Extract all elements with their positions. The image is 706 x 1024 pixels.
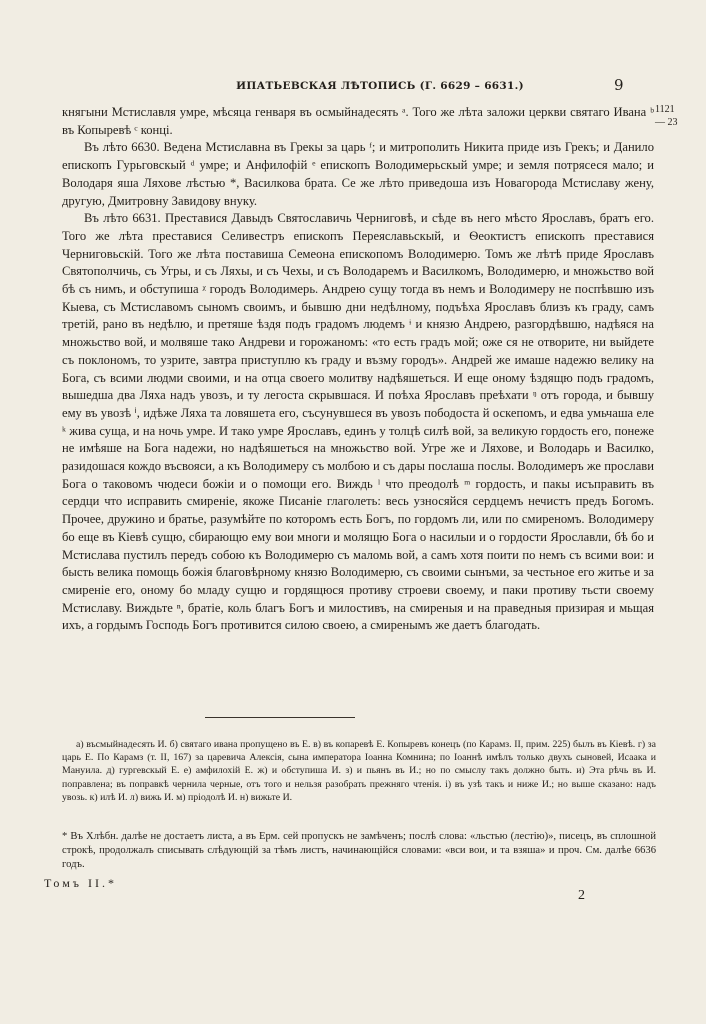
footnote-text: а) въсмыйнадесять И. б) святаго ивана пропущено въ Е. в) въ копаревѣ Е. Копыревъ конецъ (по Карамз. II, прим. 225) былъ въ Кіевѣ. г) за царь Е. По Карамз (т. II, 167) за царевича Алексія, сына императора Іоанна Комнина; по Іоаннѣ имѣлъ только двухъ сыновей, Исаака и Мануила. д) гургевскый Е. е) амфилохій Е. ж) и обступиша И. з) и пьянъ въ И.; но по смыслу такъ должно быть. и) Эта рѣчь въ И. поправлена; въ поправкѣ чернила черные, отъ того и нельзя разобрать прежняго чтенія. і) въ узѣ такъ и ниже И.; но выше сказано: надъ увозь. к) илѣ И. л) вижь И. м) прiодолѣ И. н) вижьте И. xyxy=(62,739,656,803)
paragraph-6631: Въ лѣто 6631. Преставися Давыдъ Святославичь Черниговѣ, и сѣде въ него мѣсто Ярославъ, братъ его. Того же лѣта преставися Селивестръ епископъ Переяславьскый, и Ѳеоктистъ епископъ преставися Черниговьскій. Того же лѣта поставиша Семеона епископомъ Володимерю. Томъ же лѣтѣ приде Ярославъ Святополчичь, съ Угры, и съ Ляхы, и съ Чехы, и съ Володаремъ и Василкомъ, Володимерю, и множьство вой бѣ съ нимъ, и обступиша ᵡ городъ Володимерь. Андрею сущу тогда въ немъ и Володимеру не поспѣвшю изъ Кыева, съ Мстиславомъ сыномъ своимъ, и бывшю дни недѣлному, подъѣха Ярославъ близъ къ граду, самъ третій, рано въ недѣлю, и претяше ѣздя подъ градомъ людемъ ᶤ и князю Андрею, разгордѣвшю, надѣяся на множьство вой, и молвяше тако Андреви и горожаномъ: «то есть градъ мой; оже ся не отворите, ни выйдете съ поклономъ, то узрите, завтра приступлю къ граду и възму городъ». Андрей же имаше надежю велику на Бога, съ всими людми своими, и на отца своего молитву надѣяшеться. И еще оному ѣздящю подъ градомъ, вышедша два Ляха надъ увозъ, и ту легоста скрывшася. И поѣха Ярославъ преѣхати ᵑ отъ города, и бывшу ему въ увозѣ ⁱ, идѣже Ляха та ловяшета его, съсунувшеся въ увозъ пободоста й оскепомъ, и едва умьчаша еле ᵏ жива суща, и на ночь умре. И тако умре Ярославъ, единъ у толцѣ силѣ вой, за великую гордость его, понеже не имѣяше на Бога надежи, но надѣяшеться на множьство вой. Угре же и Ляхове, и Володарь и Василко, разидошася кождо въсвояси, а къ Володимеру съ молбою и съ дары послаша послы. Володимеръ же прослави Бога о таковомъ чюдеси божіи и о помощи его. Виждь ˡ что преодолѣ ᵐ гордость, и пакы исъправить въ сердци что исправить смиреніе, якоже Писаніе глаголеть: весь узносяйся сердцемъ нечистъ предъ Богомъ. Прочее, дружино и братье, разумѣйте по которомъ есть Богъ, по гордомъ ли, или по смиреномъ. Володимеру бо еще въ Кіевѣ сущю, сбирающю ему вои многи и молящю Бога о насилыи и о гордости Ярославли, бѣ бо и Мстислава пустилъ передъ собою къ Володимерю съ маломь вой, а самъ хотя поити по немъ съ всими вои: и бысть велика помощь божія благовѣрному князю Володимерю, съ своими сынъми, за честьное его житье и за смиреніе его, оному бо младу сущю и гордящюся противу строеви своему, и паки противу тьсти своему Мстиславу. Виждьте ⁿ, братіе, коль благъ Богъ и милостивъ, на смиреныя и на праведныя призирая и мьщая ихъ, а гордымъ Господь Богъ противится силою своею, а смиренымъ же даетъ благодать. xyxy=(62,211,654,633)
sheet-number: 2 xyxy=(578,888,585,903)
footnotes-variant-readings xyxy=(62,738,656,804)
running-header: ИПАТЬЕВСКАЯ ЛѢТОПИСЬ (Г. 6629 – 6631.) xyxy=(236,80,524,92)
margin-year-range-end: — 23 xyxy=(655,117,678,128)
footnote-star xyxy=(62,830,656,873)
volume-signature: Томъ II.* xyxy=(44,876,117,890)
main-text xyxy=(62,104,654,635)
footnote-divider xyxy=(205,717,355,718)
paragraph-continuation: княгыни Мстиславля умре, мѣсяца генваря въ осмыйнадесять ᵃ. Того же лѣта заложи церкви святаго Ивана ᵇ въ Копыревѣ ᶜ концi. xyxy=(62,105,654,137)
margin-year-range-start: 1121 xyxy=(655,104,675,115)
page-number: 9 xyxy=(614,76,624,94)
footnote-star-text: * Въ Хлѣбн. далѣе не достаетъ листа, а въ Ерм. сей пропускъ не замѣченъ; послѣ слова: «льстью (лестію)», писецъ, въ сплошной строкѣ, продолжалъ списывать слѣдующій за тѣмъ листъ, начинающійся словами: «вси вои, и та взяша» и проч. См. далѣе 6636 годъ. xyxy=(62,831,656,871)
paragraph-6630: Въ лѣто 6630. Ведена Мстиславна въ Грекы за царь ᶠ; и митрополить Никита приде изъ Грекъ; и Данило епископъ Гурьговскый ᵈ умре; и Анфилофій ᵉ епископъ Володимерьскый умре; и земля потрясеся мало; и Володаря яша Ляхове лѣстью *, Василкова брата. Се же лѣто приведоша изъ Новагорода Мстиславу жену, другую, Дмитровну Завидову внуку. xyxy=(62,140,654,208)
